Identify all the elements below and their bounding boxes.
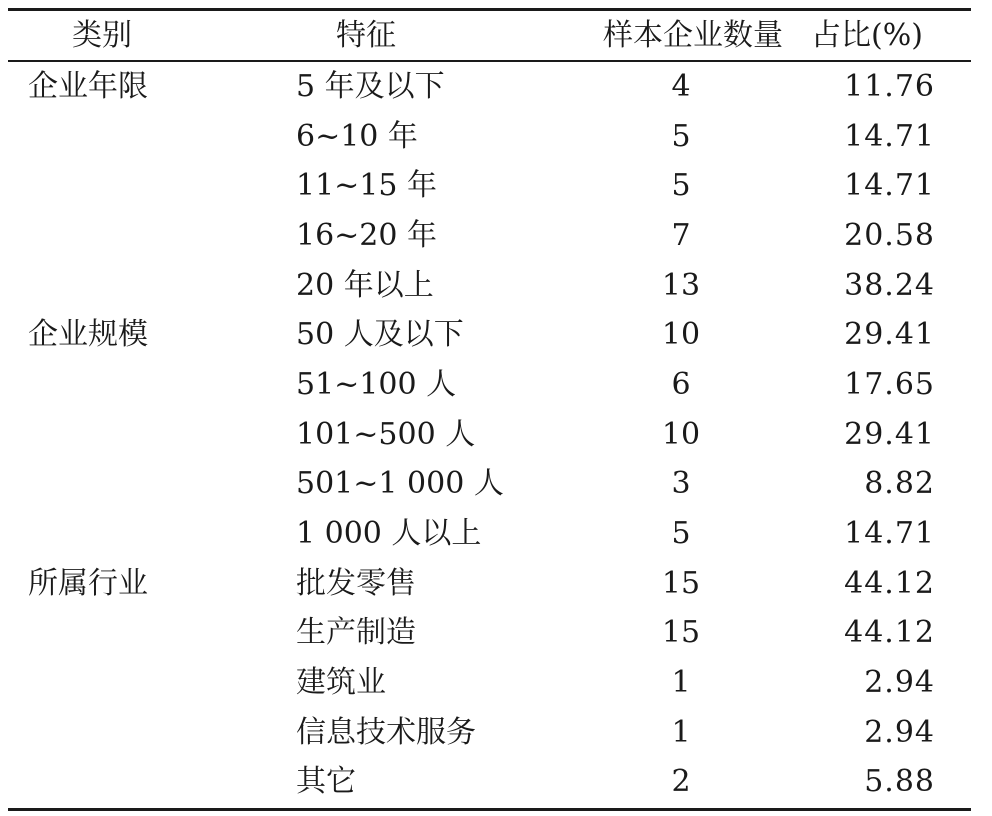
cell-count: 1: [671, 665, 691, 701]
cell-count: 10: [661, 416, 701, 452]
cell-feature: 信息技术服务: [296, 714, 476, 750]
cell-percent: 29.41: [844, 317, 935, 353]
cell-count: 15: [661, 565, 701, 601]
cell-feature: 批发零售: [296, 565, 416, 601]
cell-feature: 50 人及以下: [296, 317, 464, 353]
header-count: 样本企业数量: [603, 17, 783, 53]
cell-percent: 14.71: [844, 516, 935, 552]
cell-count: 13: [661, 267, 701, 303]
cell-percent: 8.82: [864, 466, 935, 502]
cell-feature: 20 年以上: [296, 267, 434, 303]
cell-percent: 29.41: [844, 416, 935, 452]
table-header-row: [8, 11, 971, 60]
cell-count: 5: [671, 118, 691, 154]
table-row: [8, 211, 971, 261]
table-row: [8, 360, 971, 410]
table-row: [8, 310, 971, 360]
table-row: [8, 112, 971, 162]
table-row: [8, 509, 971, 559]
cell-feature: 16~20 年: [296, 217, 438, 253]
cell-percent: 38.24: [844, 267, 935, 303]
cell-count: 10: [661, 317, 701, 353]
cell-count: 2: [671, 764, 691, 800]
cell-percent: 44.12: [844, 615, 935, 651]
cell-feature: 6~10 年: [296, 118, 418, 154]
cell-feature: 建筑业: [296, 665, 386, 701]
cell-percent: 14.71: [844, 168, 935, 204]
cell-percent: 2.94: [864, 665, 935, 701]
cell-percent: 20.58: [844, 217, 935, 253]
cell-count: 5: [671, 516, 691, 552]
cell-feature: 501~1 000 人: [296, 466, 504, 502]
cell-feature: 51~100 人: [296, 366, 457, 402]
cell-percent: 14.71: [844, 118, 935, 154]
cell-feature: 11~15 年: [296, 168, 438, 204]
cell-count: 7: [671, 217, 691, 253]
header-feature: 特征: [336, 17, 396, 53]
cell-percent: 2.94: [864, 714, 935, 750]
data-table: [8, 8, 971, 811]
header-category: 类别: [72, 17, 132, 53]
cell-count: 4: [671, 68, 691, 104]
cell-category: 所属行业: [28, 565, 148, 601]
cell-count: 6: [671, 366, 691, 402]
table-row: [8, 460, 971, 510]
table-row: [8, 261, 971, 311]
table-body: [8, 62, 971, 808]
table-bottom-rule: [8, 808, 971, 811]
cell-feature: 101~500 人: [296, 416, 476, 452]
cell-feature: 1 000 人以上: [296, 516, 482, 552]
cell-feature: 其它: [296, 764, 356, 800]
table-row: [8, 62, 971, 112]
cell-count: 15: [661, 615, 701, 651]
cell-percent: 11.76: [844, 68, 935, 104]
table-row: [8, 609, 971, 659]
cell-feature: 生产制造: [296, 615, 416, 651]
cell-percent: 5.88: [864, 764, 935, 800]
cell-category: 企业规模: [28, 317, 148, 353]
cell-percent: 44.12: [844, 565, 935, 601]
table-row: [8, 410, 971, 460]
cell-category: 企业年限: [28, 68, 148, 104]
table-row: [8, 161, 971, 211]
cell-count: 3: [671, 466, 691, 502]
header-percent: 占比(%): [811, 17, 923, 53]
cell-count: 1: [671, 714, 691, 750]
table-row: [8, 708, 971, 758]
table-row: [8, 758, 971, 808]
cell-feature: 5 年及以下: [296, 68, 445, 104]
table-row: [8, 559, 971, 609]
table-row: [8, 658, 971, 708]
cell-count: 5: [671, 168, 691, 204]
cell-percent: 17.65: [844, 366, 935, 402]
